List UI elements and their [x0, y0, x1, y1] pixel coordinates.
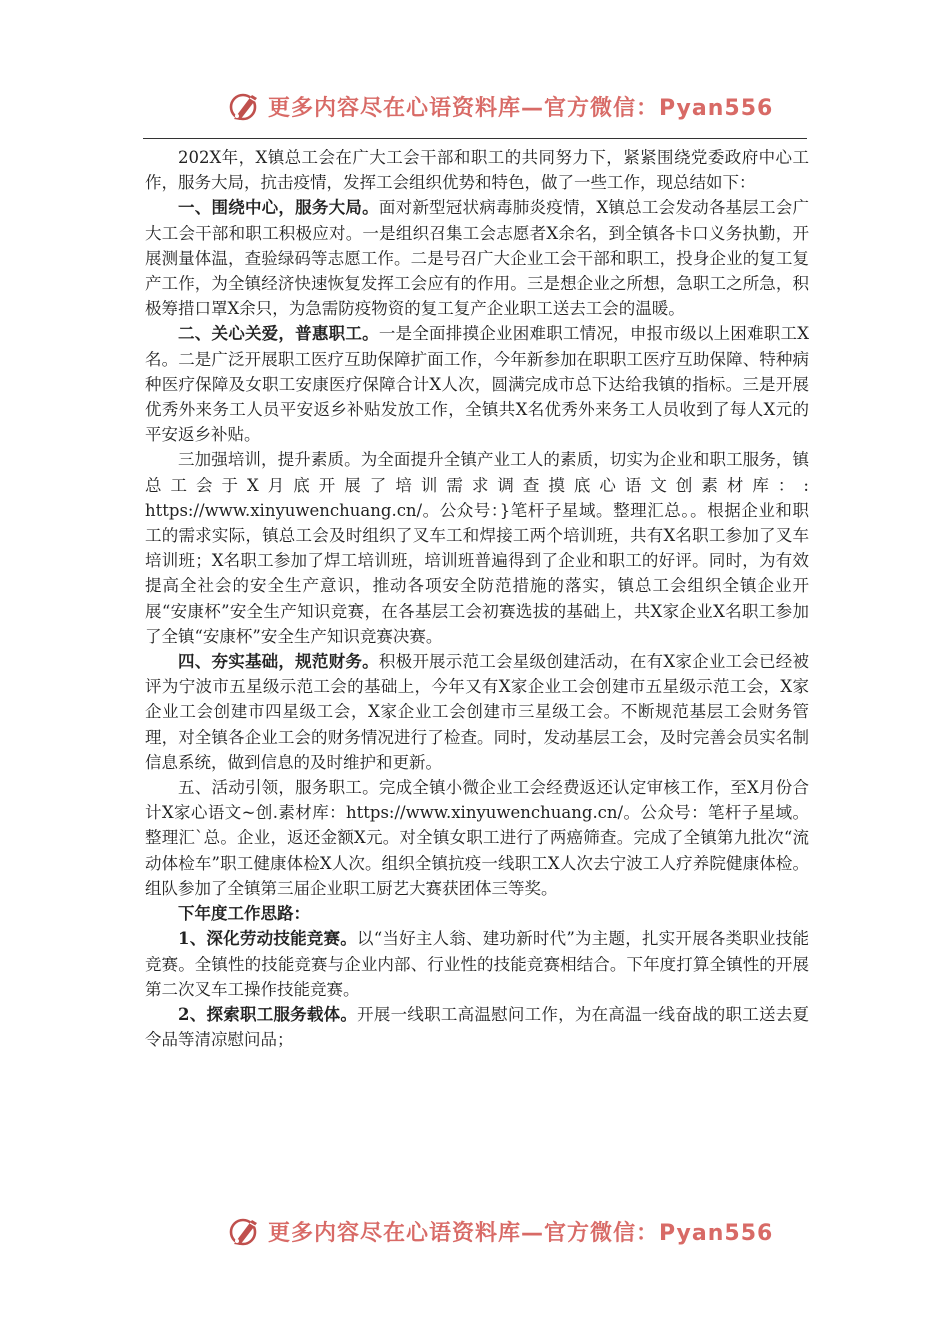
section-heading: 四、夯实基础，规范财务。	[178, 652, 379, 672]
paragraph-text: 面对新型冠状病毒肺炎疫情，X镇总工会发动各基层工会广大工会干部和职工积极应对。一是组织召集工会志愿者X余名，到全镇各卡口义务执勤，开展测量体温，查验绿码等志愿工作。二是号召广大企业工会干部和职工，投身企业的复工复产工作，为全镇经济快速恢复发挥工会应有的作用。三是想企业之所想，急职工之所急，积极筹措口罩X余只，为急需防疫物资的复工复产企业职工送去工会的温暖。	[145, 198, 810, 319]
document-body	[145, 145, 809, 1052]
paragraph-section-2	[145, 321, 809, 447]
section-heading: 二、关心关爱，普惠职工。	[178, 324, 379, 344]
section-heading: 1、深化劳动技能竞赛。	[178, 929, 357, 949]
header-rule	[143, 138, 807, 139]
paragraph-text: 一是全面排摸企业困难职工情况，申报市级以上困难职工X名。二是广泛开展职工医疗互助保障扩面工作，今年新参加在职职工医疗互助保障、特种病种医疗保障及女职工安康医疗保障合计X人次，圆满完成市总下达给我镇的指标。三是开展优秀外来务工人员平安返乡补贴发放工作，全镇共X名优秀外来务工人员收到了每人X元的平安返乡补贴。	[145, 324, 810, 445]
paragraph-text: 积极开展示范工会星级创建活动，在有X家企业工会已经被评为宁波市五星级示范工会的基础上，今年又有X家企业工会创建市五星级示范工会，X家企业工会创建市四星级工会，X家企业工会创建市三星级工会。不断规范基层工会财务管理，对全镇各企业工会的财务情况进行了检查。同时，发动基层工会，及时完善会员实名制信息系统，做到信息的及时维护和更新。	[145, 652, 810, 772]
section-heading: 一、围绕中心，服务大局。	[178, 198, 379, 218]
banner-text: 更多内容尽在心语资料库—官方微信：Pyan556	[268, 1220, 774, 1246]
section-heading: 下年度工作思路：	[178, 904, 310, 924]
paragraph-next-year-heading	[145, 901, 809, 926]
paragraph-text: 五、活动引领，服务职工。完成全镇小微企业工会经费返还认定审核工作，至X月份合计X家心语文~创.素材库：https://www.xinyuwenchuang.cn/。公众号：笔杆子星域。整理汇`总。企业，返还金额X元。对全镇女职工进行了两癌筛查。完成了全镇第九批次“流动体检车”职工健康体检X人次。组织全镇抗疫一线职工X人次去宁波工人疗养院健康体检。组队参加了全镇第三届企业职工厨艺大赛获团体三等奖。	[145, 778, 809, 898]
paragraph-section-5	[145, 775, 809, 901]
section-heading: 2、探索职工服务载体。	[178, 1004, 358, 1024]
paragraph-section-3	[145, 447, 809, 649]
paragraph-section-1	[145, 195, 809, 321]
paragraph-plan-1	[145, 926, 809, 1002]
pen-logo-icon	[228, 89, 262, 123]
paragraph-intro	[145, 145, 809, 195]
paragraph-section-4	[145, 649, 809, 775]
header-banner	[0, 80, 950, 130]
paragraph-text: 开展一线职工高温慰问工作，为在高温一线奋战的职工送去夏令品等清凉慰问品；	[145, 1004, 810, 1050]
paragraph-plan-2	[145, 1002, 809, 1052]
footer-banner	[0, 1205, 950, 1255]
paragraph-text: 以“当好主人翁、建功新时代”为主题，扎实开展各类职业技能竞赛。全镇性的技能竞赛与企业内部、行业性的技能竞赛相结合。下年度打算全镇性的开展第二次叉车工操作技能竞赛。	[145, 929, 809, 999]
paragraph-text: 三加强培训，提升素质。为全面提升全镇产业工人的素质，切实为企业和职工服务，镇总工会于X月底开展了培训需求调查摸底心语文创素材库：: https://www.xinyuwenchuang.cn/。公众号：}笔杆子星域。整理汇总。。根据企业和职工的需求实际，镇总工会及时组织了叉车工和焊接工两个培训班，共有X名职工参加了叉车培训班；X名职工参加了焊工培训班，培训班普遍得到了企业和职工的好评。同时，为有效提高全社会的安全生产意识，推动各项安全防范措施的落实，镇总工会组织全镇企业开展“安康杯”安全生产知识竞赛，在各基层工会初赛选拔的基础上，共X家企业X名职工参加了全镇“安康杯”安全生产知识竞赛决赛。	[145, 450, 809, 646]
banner-text: 更多内容尽在心语资料库—官方微信：Pyan556	[268, 95, 774, 121]
pen-logo-icon	[228, 1214, 262, 1248]
paragraph-text: 202X年，X镇总工会在广大工会干部和职工的共同努力下，紧紧围绕党委政府中心工作，服务大局，抗击疫情，发挥工会组织优势和特色，做了一些工作，现总结如下：	[145, 148, 809, 193]
